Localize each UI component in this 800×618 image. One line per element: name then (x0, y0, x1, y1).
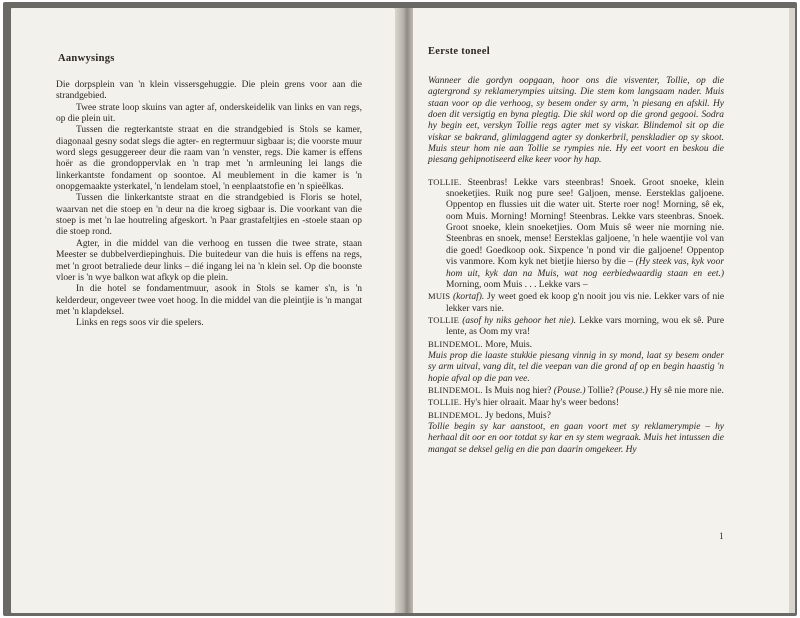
line-text: Hy sê nie more nie. (650, 385, 724, 396)
paragraph: In die hotel se fondamentmuur, asook in Stols se kamer s'n, is 'n kelderdeur, ongeveer twee voet hoog. In die middel van die pleintjie is 'n mangat met 'n klapdeksel. (56, 284, 362, 317)
speaker-name: BLINDEMOL. (428, 384, 483, 395)
stage-direction: (kortaf). (453, 292, 485, 303)
stage-direction: (asof hy niks gehoor het nie). (462, 315, 576, 326)
stage-direction-paragraph: Tollie begin sy kar aanstoot, en gaan voort met sy reklamerympie – hy herhaal dit oor en oor totdat sy kar en sy stem wegraak. Muis het intussen die mangat se deksel gelig en die pan daarin omgekeer. Hy (428, 421, 724, 455)
speaker-name: BLINDEMOL. (428, 409, 483, 420)
speaker-name: MUIS (428, 291, 451, 302)
paragraph: Die dorpsplein van 'n klein vissersgehuggie. Die plein grens voor aan die strandgebied. (56, 80, 362, 102)
paragraph: Links en regs soos vir die spelers. (76, 318, 204, 329)
line-text: Lekke vars morning, wou ek sê. Pure lente, as Oom my vra! (446, 315, 725, 338)
page-edge (789, 8, 795, 613)
left-page-heading: Aanwysings (58, 53, 115, 64)
paragraph: Tussen die regterkantste straat en die strandgebied is Stols se kamer, diagonaal gesny sodat slegs die agter- en regtermuur sigbaar is; die voorste muur word slegs gesuggereer deur die raam van 'n venster, regs. Die kamer is effens hoër as die grondoppervlak en 'n trap met 'n armleuning lei langs die linkerkantste fondament op soontoe. Al meublement in die kamer is 'n onopgemaakte ysterkatel, 'n lendelam stoel, 'n eenplaatstofie en 'n spieëlkas. (56, 125, 362, 193)
stage-direction: (Pouse.) (553, 385, 586, 396)
line-text: More, Muis. (485, 339, 533, 350)
dialogue-line (428, 385, 724, 397)
paragraph: Tussen die linkerkantste straat en die strandgebied is Floris se hotel, waarvan net die stoep en 'n deur na die kroeg sigbaar is. Die voorkant van die stoep is met 'n lae houtreling afgeskort. 'n Paar grastafeltjies en -stoele staan op die stoep rond. (56, 193, 362, 238)
line-text: Is Muis nog hier? (485, 385, 552, 396)
dialogue-line (428, 397, 724, 409)
speaker-name: TOLLIE (428, 314, 460, 325)
speaker-name: TOLLIE. (428, 176, 462, 187)
line-text: Jy weet goed ek koop g'n nooit jou vis nie. Lekker vars of nie lekker vars nie. (446, 292, 725, 314)
dialogue-line (428, 410, 724, 422)
stage-direction: (Hy steek vas, kyk voor hom uit, kyk dan na Muis, wat nog eerbiedwaardig staan en eet.) (446, 257, 724, 279)
dialogue-line (428, 177, 724, 291)
dialogue-line (428, 291, 724, 315)
paragraph: Twee strate loop skuins van agter af, onderskeidelik van links en van regs, op die plein uit. (56, 102, 362, 125)
dialogue-line (428, 315, 724, 339)
left-page-text (56, 80, 362, 330)
stage-direction-paragraph: Muis prop die laaste stukkie piesang vinnig in sy mond, laat sy besem onder sy arm uitval, vang dit, tel die veepan van die grond af op en begin haastig 'n hopie afval op die pan vee. (428, 350, 724, 384)
page-number: 1 (719, 531, 724, 541)
line-text: Steenbras! Lekke vars steenbras! Snoek. Groot snoeke, klein snoeketjies. Ruik nog pure see! Galjoen, mense. Eersteklas galjoene. Oppentop en flussies uit die water uit. Sterte roer nog! Morning, sê ek, oom Muis. Morning! Morning! Steenbras. Lekke vars steenbras. Snoek. Groot snoeke, klein snoeketjies. Oom Muis sê weer nie morning nie. Steenbras en snoek, mense! Eersteklas galjoene, 'n hele waentjie vol van die goed! Goedkoop ook. Sixpence 'n pond vir die galjoene! Oppentop vis vanmore. Kom kyk net bietjie hierso by die – (446, 177, 724, 268)
paragraph: Agter, in die middel van die verhoog en tussen die twee strate, staan Meester se dubbelverdiepinghuis. Die buitedeur van die huis is effens na regs, met 'n groot betraliede deur links – dié ingang lei na 'n klein sel. Op die boonste vloer is 'n wye balkon wat afkyk op die plein. (56, 238, 362, 283)
right-page-text (428, 76, 724, 456)
stage-direction: (Pouse.) (616, 385, 648, 396)
line-text: Tollie? (587, 385, 614, 396)
line-text: Morning, oom Muis . . . Lekke vars – (446, 279, 588, 290)
right-page-heading: Eerste toneel (428, 46, 490, 57)
opening-stage-direction: Wanneer die gordyn oopgaan, hoor ons die visventer, Tollie, op die agtergrond sy reklamerympies uitsing. Die stem kom langsaam nader. Muis staan voor op die verhoog, sy besem onder sy arm, 'n piesang en afskil. Hy doen dit versigtig en byna plegtig. Die skil word op die grond gegooi. Sodra hy begin eet, verskyn Tollie regs agter met sy viskar. Blindemol sit op die viskar se bakrand, glimlaggend agter sy donkerbril, penskladier op sy skoot. Muis steur hom nie aan Tollie se rympies nie. Hy eet voort en beskou die piesang gehipnotiseerd elke keer voor hy hap. (428, 76, 724, 166)
speaker-name: BLINDEMOL. (428, 338, 483, 349)
line-text: Jy bedons, Muis? (485, 410, 551, 421)
speaker-name: TOLLIE. (428, 397, 462, 408)
line-text: Hy's hier olraait. Maar hy's weer bedons! (463, 398, 619, 409)
book-gutter (395, 8, 415, 613)
dialogue-line (428, 339, 724, 351)
